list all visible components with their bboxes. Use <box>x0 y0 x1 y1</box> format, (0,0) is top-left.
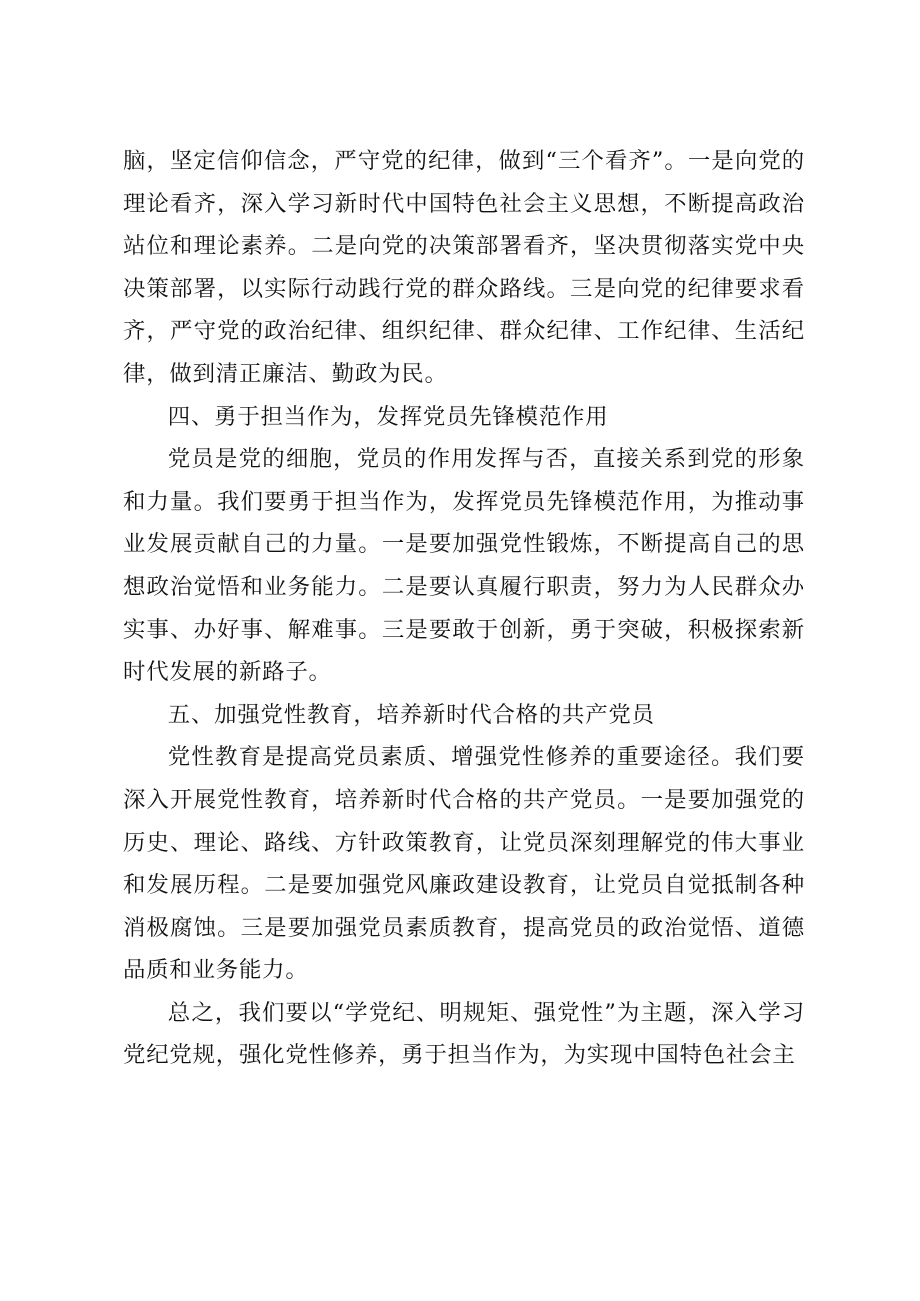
document-body <box>123 140 805 1077</box>
section-heading-four: 四、勇于担当作为，发挥党员先锋模范作用 <box>167 403 609 430</box>
paragraph-party-education: 党性教育是提高党员素质、增强党性修养的重要途径。我们要深入开展党性教育，培养新时代合格的共产党员。一是要加强党的历史、理论、路线、方针政策教育，让党员深刻理解党的伟大事业和发展历程。二是要加强党风廉政建设教育，让党员自觉抵制各种消极腐蚀。三是要加强党员素质教育，提高党员的政治觉悟、道德品质和业务能力。 <box>123 744 805 984</box>
paragraph-conclusion: 总之，我们要以“学党纪、明规矩、强党性”为主题，深入学习党纪党规，强化党性修养，勇于担当作为，为实现中国特色社会主 <box>123 999 805 1069</box>
section-heading-five: 五、加强党性教育，培养新时代合格的共产党员 <box>167 701 655 728</box>
paragraph-discipline-alignment: 脑，坚定信仰信念，严守党的纪律，做到“三个看齐”。一是向党的理论看齐，深入学习新时代中国特色社会主义思想，不断提高政治站位和理论素养。二是向党的决策部署看齐，坚决贯彻落实党中央决策部署，以实际行动践行党的群众路线。三是向党的纪律要求看齐，严守党的政治纪律、组织纪律、群众纪律、工作纪律、生活纪律，做到清正廉洁、勤政为民。 <box>123 148 805 387</box>
paragraph-party-member-role: 党员是党的细胞，党员的作用发挥与否，直接关系到党的形象和力量。我们要勇于担当作为，发挥党员先锋模范作用，为推动事业发展贡献自己的力量。一是要加强党性锻炼，不断提高自己的思想政治觉悟和业务能力。二是要认真履行职责，努力为人民群众办实事、办好事、解难事。三是要敢于创新，勇于突破，积极探索新时代发展的新路子。 <box>123 446 805 686</box>
